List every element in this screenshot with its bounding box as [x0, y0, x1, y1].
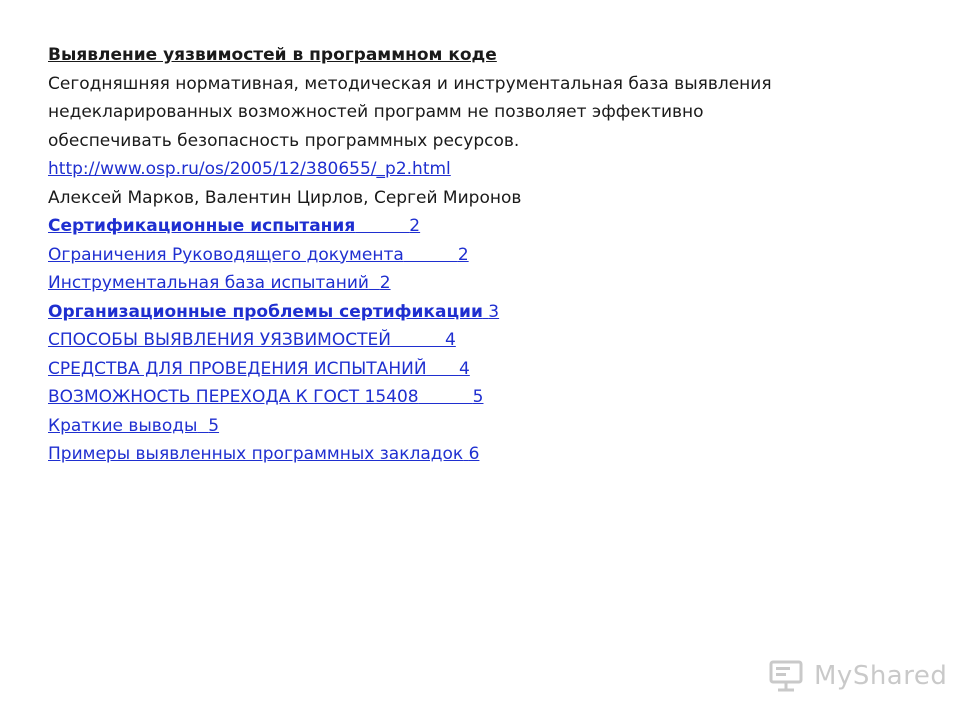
toc-entry-page: 4 [458, 358, 470, 379]
toc-entry-fill [355, 216, 409, 236]
toc-entry-fill [404, 245, 458, 265]
summary-line-2: недекларированных возможностей программ не позволяет эффективно [48, 102, 704, 122]
toc-link[interactable] [48, 326, 928, 355]
toc-row [48, 326, 928, 355]
toc-entry-title: Сертификационные испытания [48, 216, 356, 236]
toc-entry-page: 6 [468, 444, 480, 464]
document-body [48, 41, 928, 469]
source-link[interactable]: http://www.osp.ru/os/2005/12/380655/_p2.html [48, 159, 451, 179]
document-title: Выявление уязвимостей в программном коде [48, 45, 497, 65]
toc-entry-title: СПОСОБЫ ВЫЯВЛЕНИЯ УЯЗВИМОСТЕЙ [48, 330, 391, 350]
toc-entry-page: 4 [445, 330, 456, 350]
authors: Алексей Марков, Валентин Цирлов, Сергей Миронов [48, 187, 522, 208]
toc-entry-fill [197, 416, 208, 436]
toc-entry-title: Примеры выявленных программных закладок [48, 444, 464, 464]
summary-line-1: Сегодняшняя нормативная, методическая и инструментальная база выявления [48, 73, 772, 94]
table-of-contents [48, 212, 928, 469]
toc-entry-page: 3 [488, 301, 500, 322]
toc-link[interactable] [48, 241, 928, 270]
toc-row [48, 269, 928, 298]
watermark-text: MyShared [814, 661, 948, 691]
toc-entry-page: 5 [472, 387, 484, 407]
toc-entry-title: Инструментальная база испытаний [48, 273, 369, 293]
toc-entry-fill [369, 273, 380, 293]
toc-entry-page: 2 [409, 216, 421, 236]
toc-link[interactable] [48, 412, 928, 441]
toc-entry-fill [419, 387, 473, 407]
toc-link[interactable] [48, 298, 928, 327]
toc-row [48, 412, 928, 441]
summary-line-3: обеспечивать безопасность программных ресурсов. [48, 130, 520, 151]
toc-link[interactable] [48, 355, 928, 384]
toc-link[interactable] [48, 383, 928, 412]
toc-row [48, 440, 928, 469]
toc-link[interactable] [48, 212, 928, 241]
toc-row [48, 241, 928, 270]
toc-entry-title: ВОЗМОЖНОСТЬ ПЕРЕХОДА К ГОСТ 15408 [48, 387, 419, 407]
toc-row [48, 383, 928, 412]
toc-row [48, 212, 928, 241]
toc-link[interactable] [48, 440, 928, 469]
toc-entry-title: Организационные проблемы сертификации [48, 301, 483, 322]
toc-entry-page: 5 [208, 415, 220, 436]
toc-entry-title: Ограничения Руководящего документа [48, 244, 404, 265]
toc-entry-page: 2 [457, 244, 469, 265]
toc-entry-fill [391, 330, 445, 350]
toc-entry-title: СРЕДСТВА ДЛЯ ПРОВЕДЕНИЯ ИСПЫТАНИЙ [48, 358, 427, 379]
projector-icon [768, 658, 808, 694]
toc-entry-title: Краткие выводы [48, 415, 198, 436]
watermark [768, 656, 947, 696]
toc-entry-fill [427, 359, 459, 379]
toc-entry-page: 2 [379, 273, 391, 293]
toc-row [48, 355, 928, 384]
toc-row [48, 298, 928, 327]
toc-link[interactable] [48, 269, 928, 298]
